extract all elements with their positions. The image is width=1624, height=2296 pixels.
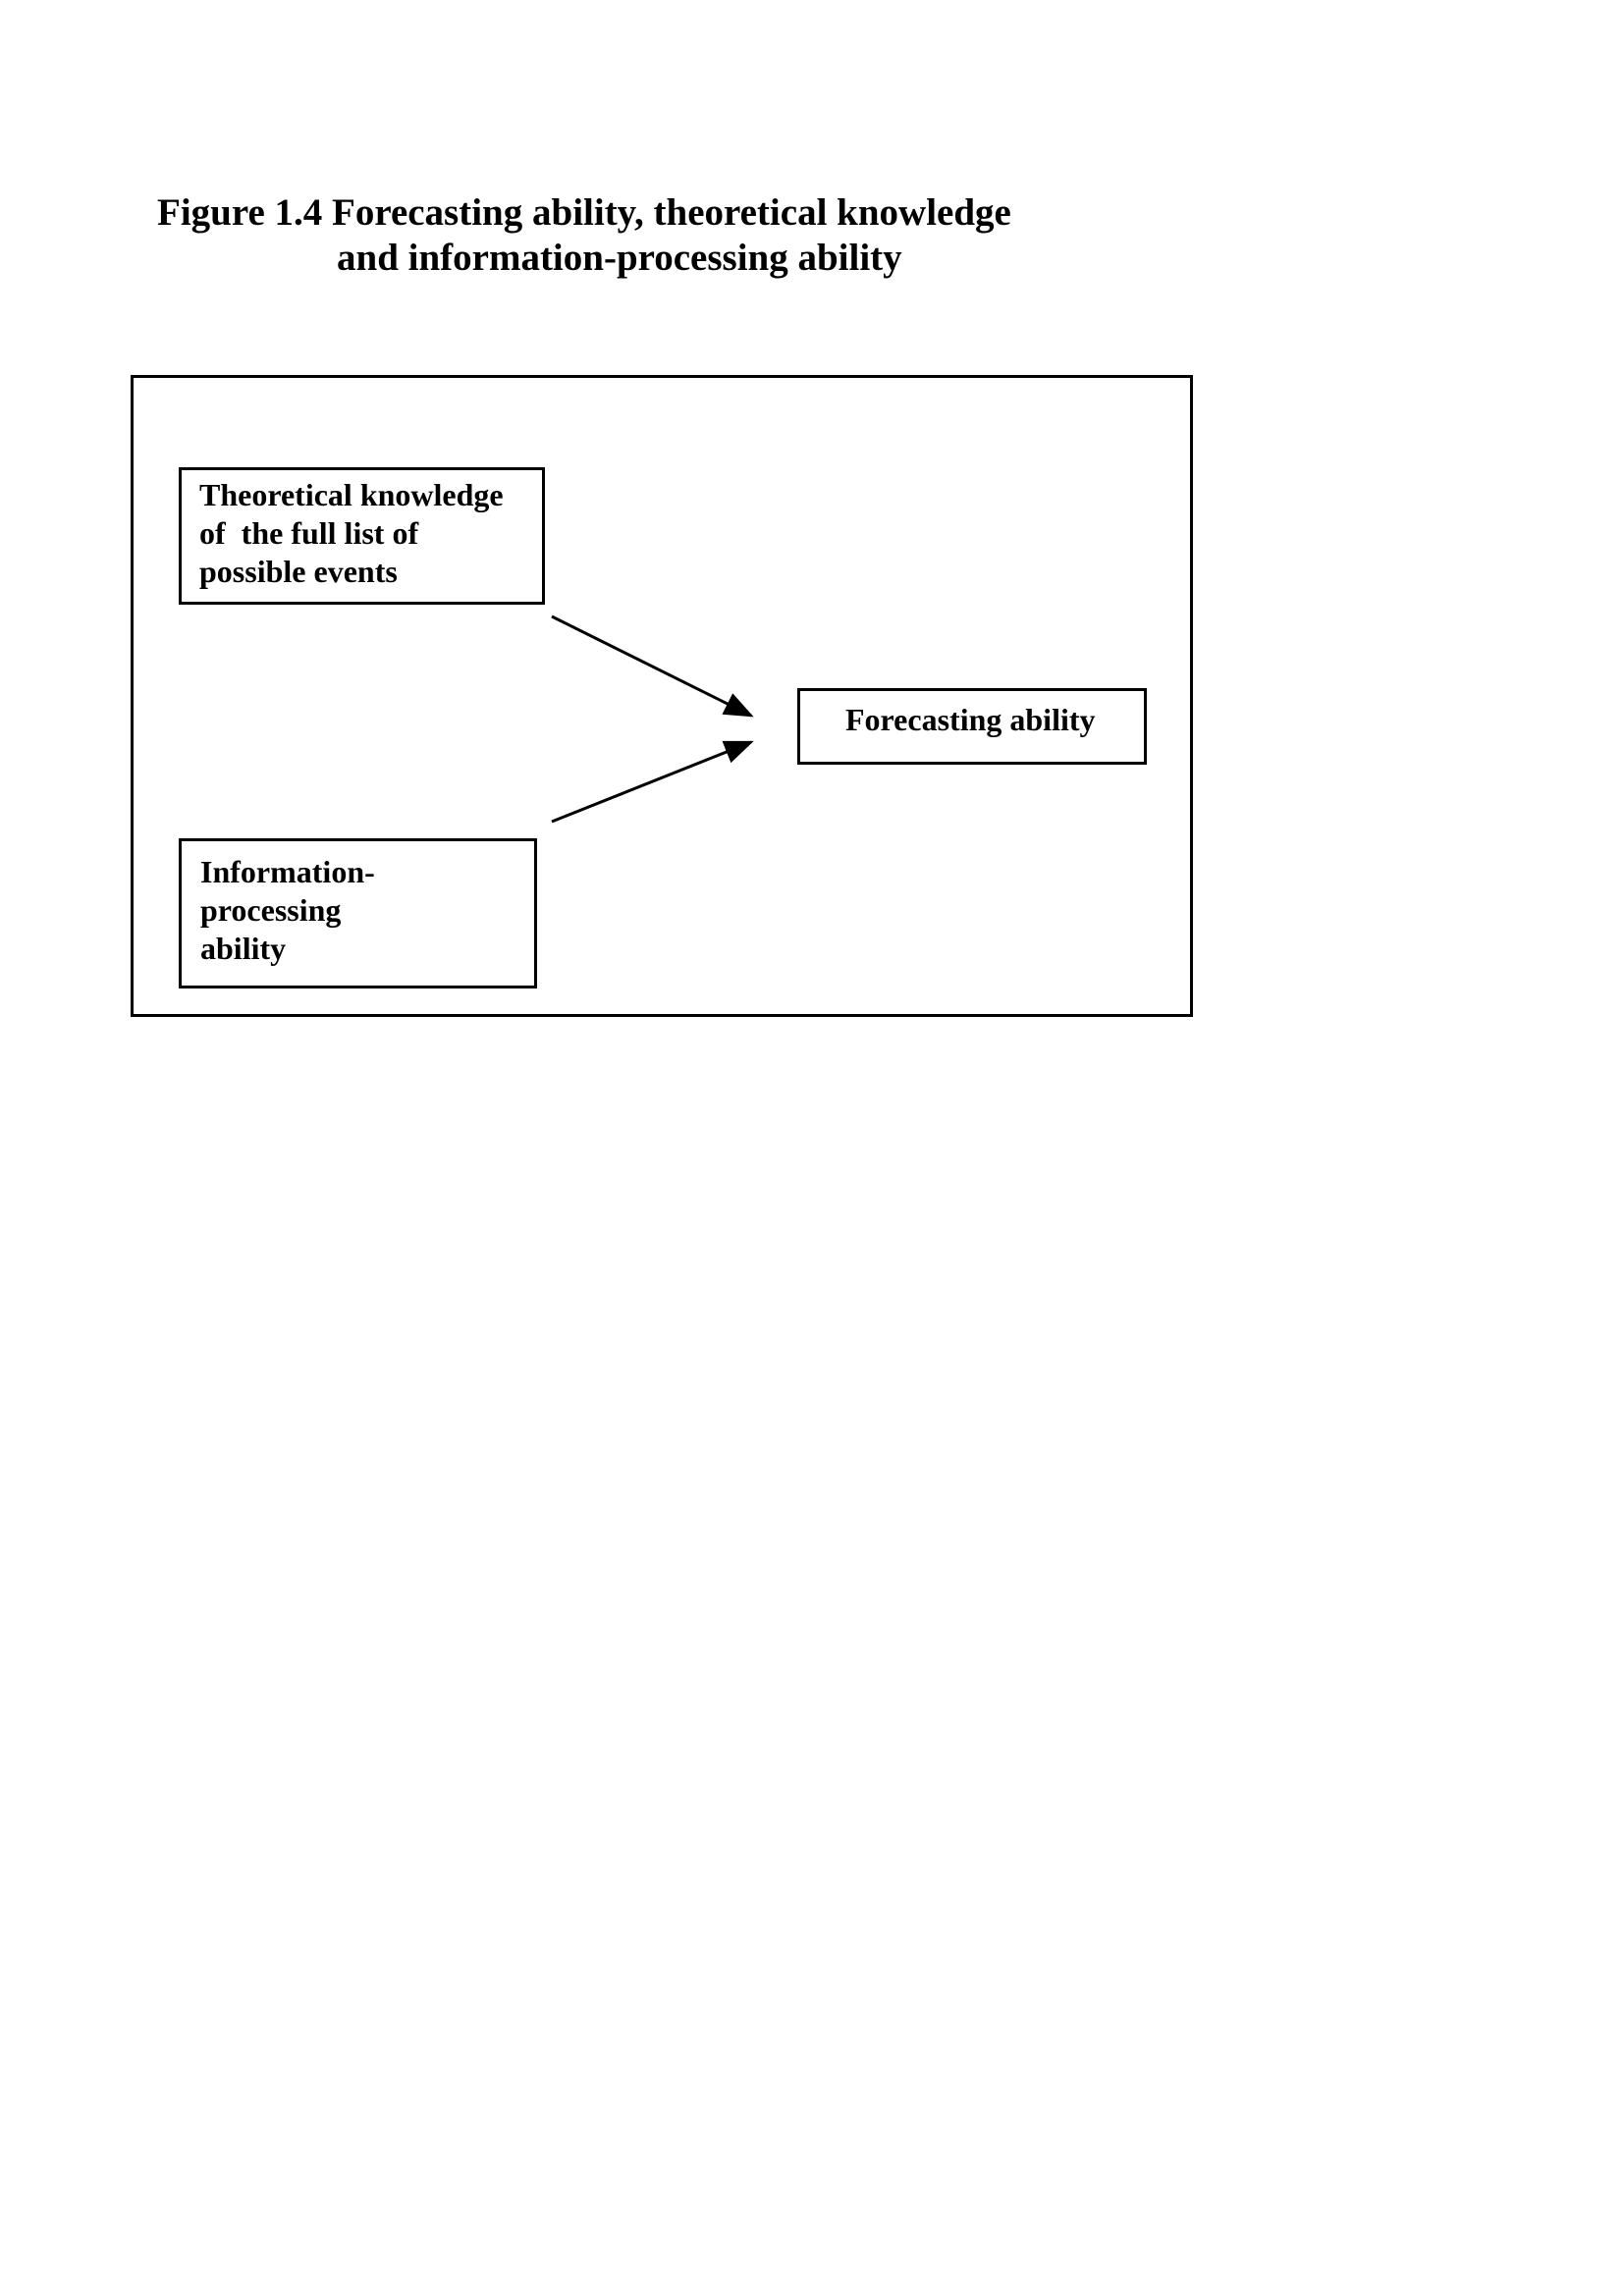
figure-title-line-2: and information-processing ability [337,237,902,279]
node-information-processing-label: Information- processing ability [200,854,375,966]
figure-title-line-1: Figure 1.4 Forecasting ability, theoretical knowledge [157,191,1011,234]
node-forecasting-ability-label: Forecasting ability [845,702,1096,737]
arrow-theoretical-to-forecasting [552,616,751,716]
arrow-information-to-forecasting [552,742,751,822]
node-theoretical-knowledge-label: Theoretical knowledge of the full list of possible events [199,477,504,589]
